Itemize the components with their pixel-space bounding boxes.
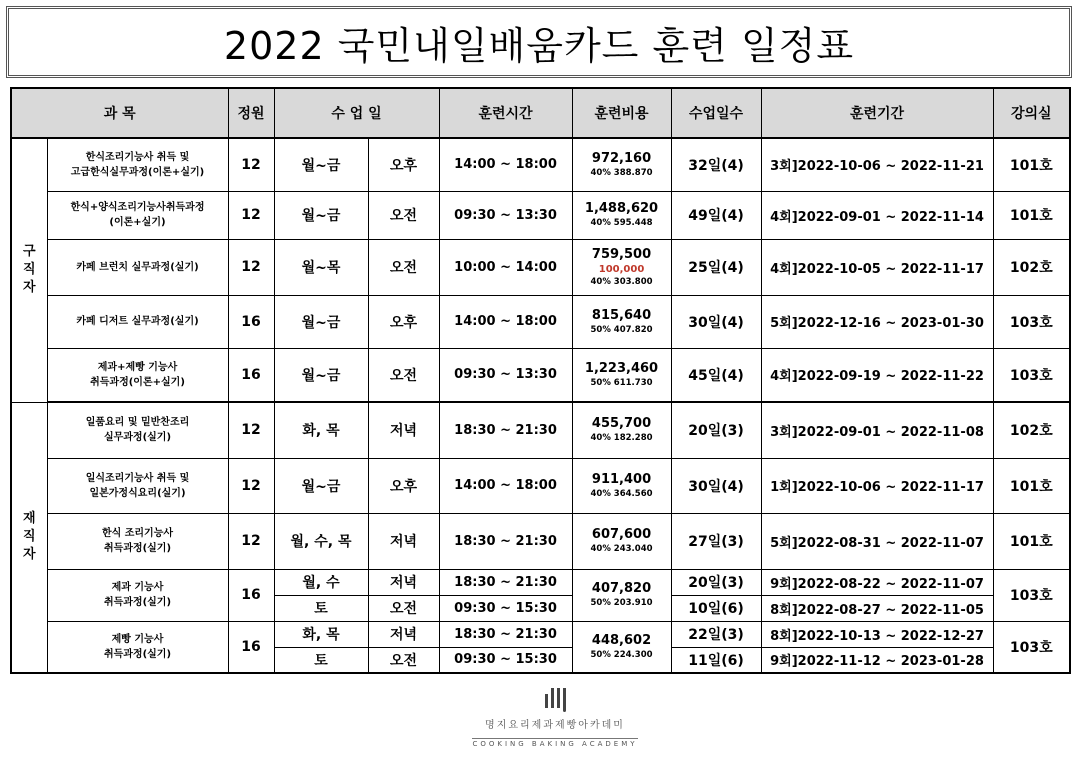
capacity-cell: 12 — [228, 513, 274, 569]
room-cell: 103호 — [993, 295, 1070, 348]
time-cell: 14:00 ~ 18:00 — [439, 138, 572, 191]
course-name: 일식조리기능사 취득 및 일본가정식요리(실기) — [47, 458, 228, 513]
title-box — [6, 6, 1072, 78]
header-cost: 훈련비용 — [572, 88, 671, 138]
period-cell: 9회]2022-11-12 ~ 2023-01-28 — [761, 647, 993, 673]
room-cell: 101호 — [993, 458, 1070, 513]
session-cell: 오전 — [368, 191, 439, 239]
session-cell: 오후 — [368, 138, 439, 191]
class-day-cell: 토 — [274, 595, 368, 621]
days-cell: 25일(4) — [671, 239, 761, 295]
page-title: 2022 국민내일배움카드 훈련 일정표 — [223, 23, 855, 68]
cost-cell — [572, 569, 671, 621]
cost-cell — [572, 458, 671, 513]
time-cell: 18:30 ~ 21:30 — [439, 402, 572, 458]
class-day-cell: 월~금 — [274, 458, 368, 513]
room-cell: 103호 — [993, 569, 1070, 621]
cost-self-pay: 50% 611.730 — [590, 377, 653, 388]
time-cell: 10:00 ~ 14:00 — [439, 239, 572, 295]
capacity-cell: 12 — [228, 138, 274, 191]
days-cell: 10일(6) — [671, 595, 761, 621]
time-cell: 18:30 ~ 21:30 — [439, 513, 572, 569]
capacity-cell: 16 — [228, 569, 274, 621]
cost-self-pay: 40% 364.560 — [590, 488, 653, 499]
group-label-employed: 재 직 자 — [11, 402, 47, 673]
cost-self-pay: 40% 243.040 — [590, 544, 653, 554]
cost-value: 815,640 — [591, 307, 652, 323]
room-cell: 101호 — [993, 513, 1070, 569]
cost-cell — [572, 138, 671, 191]
header-room: 강의실 — [993, 88, 1070, 138]
cost-self-pay: 50% 224.300 — [590, 649, 653, 660]
cost-value: 1,223,460 — [584, 360, 659, 376]
cost-value: 407,820 — [591, 581, 652, 596]
period-cell: 1회]2022-10-06 ~ 2022-11-17 — [761, 458, 993, 513]
class-day-cell: 월~금 — [274, 138, 368, 191]
cost-self-pay: 50% 407.820 — [590, 324, 653, 335]
course-name: 제과 기능사 취득과정(실기) — [47, 569, 228, 621]
class-day-cell: 월~금 — [274, 295, 368, 348]
session-cell: 저녁 — [368, 513, 439, 569]
room-cell: 101호 — [993, 191, 1070, 239]
days-cell: 22일(3) — [671, 621, 761, 647]
days-cell: 30일(4) — [671, 458, 761, 513]
cost-cell — [572, 239, 671, 295]
cost-value: 1,488,620 — [584, 201, 659, 216]
class-day-cell: 화, 목 — [274, 621, 368, 647]
cost-cell — [572, 402, 671, 458]
time-cell: 09:30 ~ 15:30 — [439, 595, 572, 621]
days-cell: 20일(3) — [671, 569, 761, 595]
table-row — [11, 621, 1070, 647]
session-cell: 저녁 — [368, 569, 439, 595]
course-name: 한식 조리기능사 취득과정(실기) — [47, 513, 228, 569]
class-day-cell: 월, 수, 목 — [274, 513, 368, 569]
table-row — [11, 348, 1070, 402]
course-name: 카페 브런치 실무과정(실기) — [47, 239, 228, 295]
room-cell: 103호 — [993, 348, 1070, 402]
room-cell: 102호 — [993, 402, 1070, 458]
class-day-cell: 월~목 — [274, 239, 368, 295]
cost-value: 448,602 — [591, 632, 652, 648]
table-row — [11, 402, 1070, 458]
session-cell: 오전 — [368, 595, 439, 621]
session-cell: 오후 — [368, 458, 439, 513]
cost-value: 759,500 — [591, 246, 652, 262]
days-cell: 49일(4) — [671, 191, 761, 239]
class-day-cell: 월~금 — [274, 348, 368, 402]
header-days: 수업일수 — [671, 88, 761, 138]
logo-english-name: COOKING BAKING ACADEMY — [472, 740, 638, 748]
period-cell: 4회]2022-09-01 ~ 2022-11-14 — [761, 191, 993, 239]
days-cell: 30일(4) — [671, 295, 761, 348]
cost-cell — [572, 621, 671, 673]
class-day-cell: 토 — [274, 647, 368, 673]
course-name: 한식조리기능사 취득 및 고급한식실무과정(이론+실기) — [47, 138, 228, 191]
capacity-cell: 12 — [228, 458, 274, 513]
class-day-cell: 화, 목 — [274, 402, 368, 458]
session-cell: 오후 — [368, 295, 439, 348]
time-cell: 14:00 ~ 18:00 — [439, 295, 572, 348]
cost-value: 911,400 — [591, 471, 652, 487]
period-cell: 8회]2022-08-27 ~ 2022-11-05 — [761, 595, 993, 621]
cost-value: 607,600 — [591, 527, 652, 542]
period-cell: 5회]2022-08-31 ~ 2022-11-07 — [761, 513, 993, 569]
capacity-cell: 16 — [228, 348, 274, 402]
logo-mark-icon — [440, 688, 670, 708]
days-cell: 45일(4) — [671, 348, 761, 402]
header-capacity: 정원 — [228, 88, 274, 138]
cost-cell — [572, 295, 671, 348]
days-cell: 32일(4) — [671, 138, 761, 191]
course-name: 제빵 기능사 취득과정(실기) — [47, 621, 228, 673]
academy-logo — [440, 688, 670, 752]
cost-self-pay: 40% 303.800 — [590, 276, 653, 287]
room-cell: 102호 — [993, 239, 1070, 295]
cost-cell — [572, 191, 671, 239]
capacity-cell: 12 — [228, 191, 274, 239]
table-row — [11, 458, 1070, 513]
session-cell: 오전 — [368, 348, 439, 402]
period-cell: 9회]2022-08-22 ~ 2022-11-07 — [761, 569, 993, 595]
capacity-cell: 16 — [228, 621, 274, 673]
cost-self-pay: 50% 203.910 — [590, 598, 653, 608]
table-row — [11, 138, 1070, 191]
period-cell: 3회]2022-10-06 ~ 2022-11-21 — [761, 138, 993, 191]
period-cell: 4회]2022-09-19 ~ 2022-11-22 — [761, 348, 993, 402]
header-period: 훈련기간 — [761, 88, 993, 138]
course-name: 한식+양식조리기능사취득과정 (이론+실기) — [47, 191, 228, 239]
time-cell: 09:30 ~ 13:30 — [439, 191, 572, 239]
time-cell: 09:30 ~ 13:30 — [439, 348, 572, 402]
period-cell: 3회]2022-09-01 ~ 2022-11-08 — [761, 402, 993, 458]
capacity-cell: 16 — [228, 295, 274, 348]
room-cell: 101호 — [993, 138, 1070, 191]
room-cell: 103호 — [993, 621, 1070, 673]
cost-cell — [572, 348, 671, 402]
course-name: 카페 디저트 실무과정(실기) — [47, 295, 228, 348]
header-class-day: 수 업 일 — [274, 88, 439, 138]
table-row — [11, 191, 1070, 239]
time-cell: 18:30 ~ 21:30 — [439, 569, 572, 595]
cost-self-pay: 40% 388.870 — [590, 167, 653, 178]
table-row — [11, 295, 1070, 348]
group-label-job-seeker: 구 직 자 — [11, 138, 47, 402]
table-row — [11, 239, 1070, 295]
session-cell: 저녁 — [368, 621, 439, 647]
cost-cell — [572, 513, 671, 569]
schedule-table — [10, 87, 1071, 674]
header-row — [11, 88, 1070, 138]
cost-self-pay: 40% 595.448 — [590, 218, 653, 228]
cost-value: 972,160 — [591, 150, 652, 166]
time-cell: 14:00 ~ 18:00 — [439, 458, 572, 513]
cost-discount: 100,000 — [598, 263, 645, 275]
class-day-cell: 월, 수 — [274, 569, 368, 595]
cost-value: 455,700 — [591, 416, 652, 432]
logo-korean-name: 명지요리제과제빵아카데미 — [485, 720, 625, 731]
cost-self-pay: 40% 182.280 — [590, 433, 653, 444]
table-row — [11, 569, 1070, 595]
course-name: 일품요리 및 밑반찬조리 실무과정(실기) — [47, 402, 228, 458]
session-cell: 저녁 — [368, 402, 439, 458]
session-cell: 오전 — [368, 239, 439, 295]
time-cell: 18:30 ~ 21:30 — [439, 621, 572, 647]
days-cell: 11일(6) — [671, 647, 761, 673]
table-row — [11, 513, 1070, 569]
period-cell: 5회]2022-12-16 ~ 2023-01-30 — [761, 295, 993, 348]
period-cell: 8회]2022-10-13 ~ 2022-12-27 — [761, 621, 993, 647]
session-cell: 오전 — [368, 647, 439, 673]
days-cell: 20일(3) — [671, 402, 761, 458]
course-name: 제과+제빵 기능사 취득과정(이론+실기) — [47, 348, 228, 402]
time-cell: 09:30 ~ 15:30 — [439, 647, 572, 673]
header-time: 훈련시간 — [439, 88, 572, 138]
days-cell: 27일(3) — [671, 513, 761, 569]
header-course: 과 목 — [11, 88, 228, 138]
class-day-cell: 월~금 — [274, 191, 368, 239]
capacity-cell: 12 — [228, 402, 274, 458]
capacity-cell: 12 — [228, 239, 274, 295]
period-cell: 4회]2022-10-05 ~ 2022-11-17 — [761, 239, 993, 295]
